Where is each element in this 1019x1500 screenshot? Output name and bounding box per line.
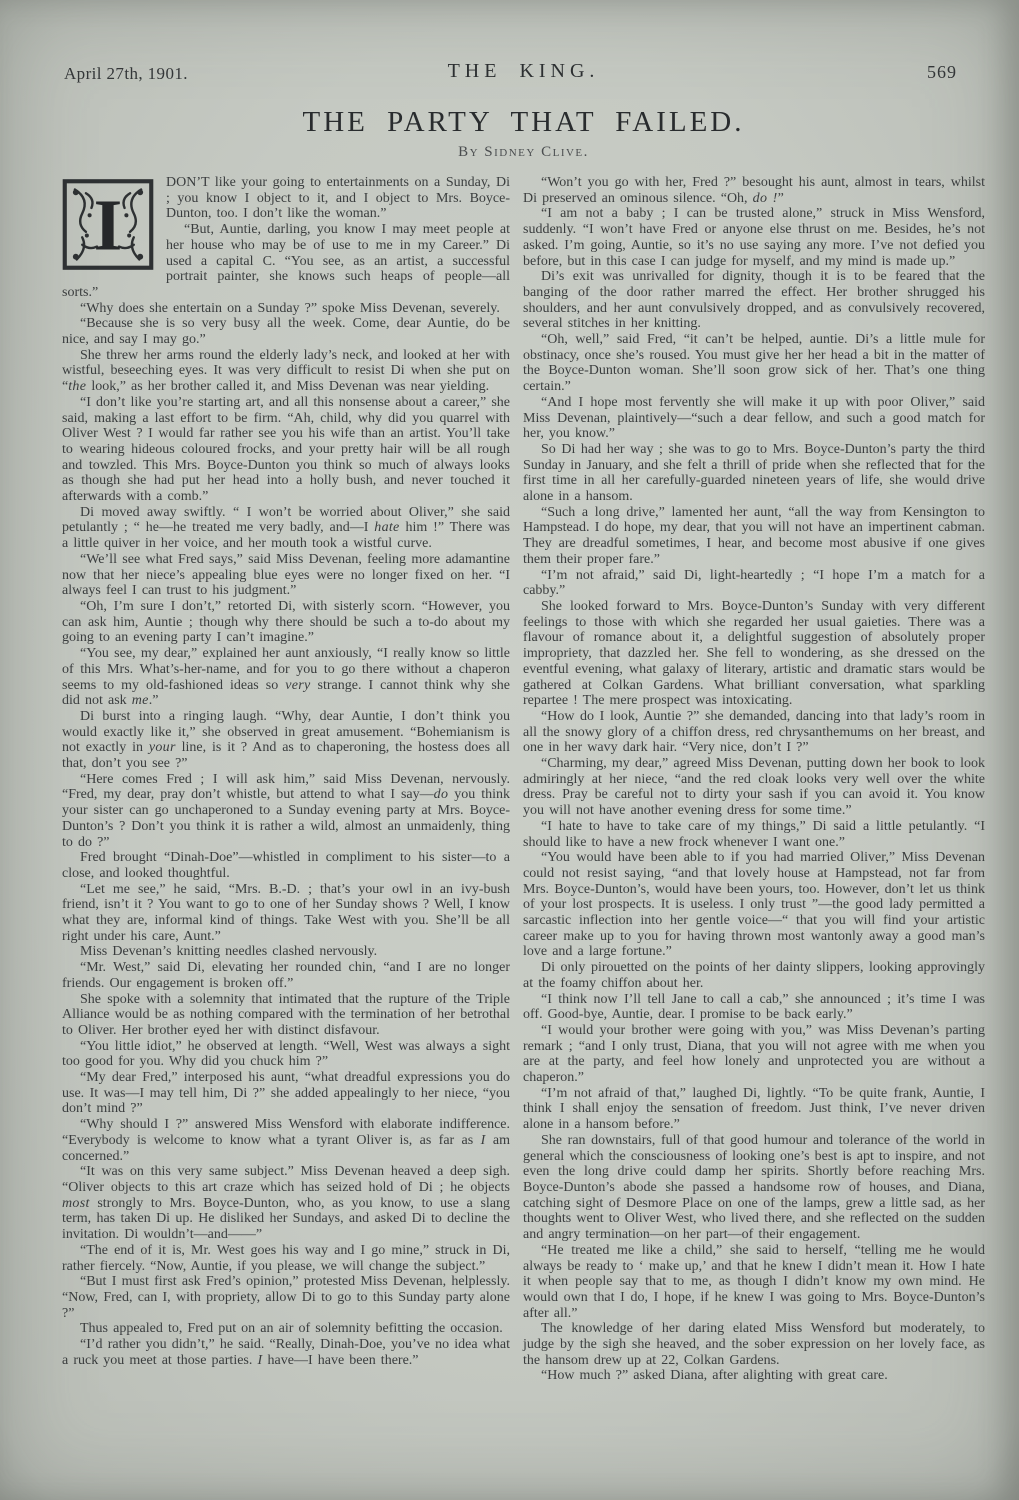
paragraph: “You would have been able to if you had married Oliver,” Miss Devenan could not resist saying, “and that lovely house at Hampstead, not far from Mrs. Boyce-Dunton’s, would have been yours, too. However, don’t let us think of your lost prospects. It is useless. I only trust ”—the good lady permitted a sarcastic inflection into her gentle voice—“ that you will find your artistic career make up to you for having thrown most wantonly away a good man’s love and a large fortune.” (523, 850, 985, 960)
paragraph: “Oh, I’m sure I don’t,” retorted Di, with sisterly scorn. “However, you can ask him, Auntie ; though why there should be such a to-do about my going to an evening party I can’t imagine.” (62, 598, 510, 646)
article-body (62, 175, 985, 1384)
paragraph: Fred brought “Dinah-Doe”—whistled in compliment to his sister—to a close, and looked thoughtful. (62, 850, 510, 881)
paragraph: Thus appealed to, Fred put on an air of solemnity befitting the occasion. (80, 1321, 503, 1337)
page-header (62, 58, 985, 88)
paragraph: Miss Devenan’s knitting needles clashed nervously. (80, 944, 378, 960)
paragraph: “You little idiot,” he observed at length. “Well, West was always a sight too good for you. Why did you chuck him ?” (62, 1038, 510, 1070)
paragraph: She spoke with a solemnity that intimated that the rupture of the Triple Alliance would be as nothing compared with the termination of her betrothal to Oliver. Her brother eyed her with distinct disfavour. (62, 991, 510, 1038)
paragraph: Di’s exit was unrivalled for dignity, though it is to be feared that the banging of the door rather marred the effect. Her brother shrugged his shoulders, and her aunt convulsively dropped, and as convulsively recovered, several stitches in her knitting. (523, 269, 985, 332)
paragraph: She looked forward to Mrs. Boyce-Dunton’s Sunday with very different feelings to those with which she regarded her usual gaieties. There was a flavour of romance about it, a delightful suggestion of absolutely proper impropriety, that dazzled her. She fell to wondering, as she dressed on the eventful evening, what galaxy of literary, artistic and dramatic stars would be gathered at Colkan Gardens. What brilliant conversation, what sparkling repartee ! The mere prospect was intoxicating. (523, 598, 985, 709)
paragraph: Di only pirouetted on the points of her dainty slippers, looking approvingly at the foamy chiffon about her. (523, 960, 985, 991)
paragraph: “But, Auntie, darling, you know I may meet people at her house who may be of use to me in my Career.” Di used a capital C. “You see, as an artist, a successful portrait painter, she knows such heaps of people—all sorts.” (62, 222, 510, 300)
paragraph: “I’d rather you didn’t,” he said. “Really, Dinah-Doe, you’ve no idea what a ruck you meet at those parties. I have—I have been there.” (62, 1337, 510, 1368)
paragraph: “Because she is so very busy all the week. Come, dear Auntie, do be nice, and say I may go.” (62, 316, 510, 348)
paragraph: So Di had her way ; she was to go to Mrs. Boyce-Dunton’s party the third Sunday in January, and she felt a thrill of pride when she reflected that for the first time in all her carefully-guarded nineteen years of life, she would drive alone in a hansom. (523, 441, 985, 505)
paragraph: “Let me see,” he said, “Mrs. B.-D. ; that’s your owl in an ivy-bush friend, isn’t it ? You want to go to one of her Sunday shows ? Well, I know what they are, informal kind of things. Take West with you. She’ll be all right under his care, Aunt.” (62, 881, 510, 944)
paragraph: “Won’t you go with her, Fred ?” besought his aunt, almost in tears, whilst Di preserved an ominous silence. “Oh, do !” (523, 175, 985, 206)
article-title: THE PARTY THAT FAILED. (302, 106, 745, 138)
paragraph: “Why does she entertain on a Sunday ?” spoke Miss Devenan, severely. (80, 300, 500, 316)
paragraph: “I’m not afraid,” said Di, light-heartedly ; “I hope I’m a match for a cabby.” (523, 567, 985, 599)
paragraph: “I’m not afraid of that,” laughed Di, lightly. “To be quite frank, Auntie, I think I shall enjoy the sensation of freedom. Just think, I’ve never driven alone in a hansom before.” (523, 1085, 985, 1133)
paragraph: “I don’t like you’re starting art, and all this nonsense about a career,” she said, making a last effort to be firm. “Ah, child, why did you quarrel with Oliver West ? I would far rather see you his wife than an artist. You’ll take to wearing hideous coloured frocks, and your pretty hair will be all rough and towzled. This Mrs. Boyce-Dunton you think so much of always looks as though she had put her head into a holly bush, and never touched it afterwards with a comb.” (62, 394, 510, 505)
paragraph: “We’ll see what Fred says,” said Miss Devenan, feeling more adamantine now that her niece’s appealing blue eyes were no longer fixed on her. “I always feel I can trust to his judgment.” (62, 551, 510, 599)
paragraph: She threw her arms round the elderly lady’s neck, and looked at her with wistful, beseeching eyes. It was very difficult to resist Di when she put on “the look,” as her brother called it, and Miss Devenan was near yielding. (62, 347, 510, 395)
issue-date: April 27th, 1901. (64, 64, 188, 83)
paragraph: “Mr. West,” said Di, elevating her rounded chin, “and I are no longer friends. Our engagement is broken off.” (62, 960, 510, 991)
paragraph: “How do I look, Auntie ?” she demanded, dancing into that lady’s room in all the snowy glory of a chiffon dress, red chrysanthemums on her breast, and one in her wavy dark hair. “Very nice, don’t I ?” (523, 708, 985, 756)
paragraph: “But I must first ask Fred’s opinion,” protested Miss Devenan, helplessly. “Now, Fred, can I, with propriety, allow Di to go to this Sunday party alone ?” (62, 1274, 510, 1321)
paragraph: Di burst into a ringing laugh. “Why, dear Auntie, I don’t think you would exactly like it,” she observed in great amusement. “Bohemianism is not exactly in your line, is it ? And as to chaperoning, the hostess does all that, don’t you see ?” (62, 708, 510, 772)
paragraph: “I hate to have to take care of my things,” Di said a little petulantly. “I should like to have a new frock whenever I want one.” (523, 818, 985, 850)
left-column (62, 175, 510, 1384)
paragraph: “You see, my dear,” explained her aunt anxiously, “I really know so little of this Mrs. What’s-her-name, and for you to go there without a chaperon seems to my old-fashioned ideas so very strange. I cannot think why she did not ask me.” (62, 646, 510, 709)
paragraph: “I think now I’ll tell Jane to call a cab,” she announced ; it’s time I was off. Good-bye, Auntie, dear. I promise to be back early.” (523, 991, 985, 1023)
paragraph: “The end of it is, Mr. West goes his way and I go mine,” struck in Di, rather fiercely. “Now, Auntie, if you please, we will change the subject.” (62, 1242, 510, 1274)
paragraph: “Charming, my dear,” agreed Miss Devenan, putting down her book to look admiringly at her niece, “and the red cloak looks very well over the white dress. Pray be careful not to dirty your sash if you can avoid it. You know you will not have another evening dress for some time.” (523, 756, 985, 819)
paragraph: “Such a long drive,” lamented her aunt, “all the way from Kensington to Hampstead. I do hope, my dear, that you will not have an impertinent cabman. They are dreadful sometimes, I hear, and become most abusive if one gives them their proper fare.” (523, 504, 985, 567)
paragraph: “And I hope most fervently she will make it up with poor Oliver,” said Miss Devenan, plaintively—“such a dear fellow, and such a good match for her, you know.” (523, 394, 985, 442)
paragraph: She ran downstairs, full of that good humour and tolerance of the world in general which the consciousness of looking one’s best is apt to inspire, and not even the long drive could damp her spirits. Shortly before reaching Mrs. Boyce-Dunton’s abode she passed a handsome row of houses, and Diana, catching sight of Desmore Place on one of the lamps, grew a little sad, as her thoughts went to Oliver West, who lived there, and she reflected on the sudden and angry termination—on her part—of their engagement. (523, 1132, 985, 1243)
drop-cap (62, 177, 154, 272)
paragraph: DON’T like your going to entertainments on a Sunday, Di ; you know I object to it, and I object to Mrs. Boyce-Dunton, too. I don’t like the woman.” (166, 175, 510, 222)
paragraph: “It was on this very same subject.” Miss Devenan heaved a deep sigh. “Oliver objects to this art craze which has seized hold of Di ; he objects most strongly to Mrs. Boyce-Dunton, who, as you know, to use a slang term, has taken Di up. He disliked her Sundays, and asked Di to decline the invitation. Di wouldn’t—and——” (62, 1164, 510, 1243)
page-number: 569 (927, 62, 957, 82)
paragraph: “How much ?” asked Diana, after alighting with great care. (541, 1368, 888, 1384)
paragraph: “Here comes Fred ; I will ask him,” said Miss Devenan, nervously. “Fred, my dear, pray don’t whistle, but attend to what I say—do you think your sister can go unchaperoned to a Sunday evening party at Mrs. Boyce-Dunton’s ? Don’t you think it is rather a wild, almost an unmaidenly, thing to do ?” (62, 771, 510, 850)
paragraph: “Why should I ?” answered Miss Wensford with elaborate indifference. “Everybody is welcome to know what a tyrant Oliver is, as far as I am concerned.” (62, 1117, 510, 1164)
paragraph: Di moved away swiftly. “ I won’t be worried about Oliver,” she said petulantly ; “ he—he treated me very badly, and—I hate him !” There was a little quiver in her voice, and her mouth took a wistful curve. (62, 504, 510, 552)
paragraph: The knowledge of her daring elated Miss Wensford but moderately, to judge by the sigh she heaved, and the sober expression on her lovely face, as the hansom drew up at 22, Colkan Gardens. (523, 1321, 985, 1368)
paragraph: “I am not a baby ; I can be trusted alone,” struck in Miss Wensford, suddenly. “I won’t have Fred or anyone else thrust on me. Besides, he’s not asked. I’m going, Auntie, so it’s no use saying any more. I’ve not defied you before, but in this case I can judge for myself, and my mind is made up.” (523, 206, 985, 269)
drop-cap-letter: I (93, 183, 123, 266)
right-column (523, 175, 985, 1384)
paragraph: “My dear Fred,” interposed his aunt, “what dreadful expressions you do use. It was—I may tell him, Di ?” she added appealingly to her niece, “you don’t mind ?” (62, 1070, 510, 1117)
masthead: THE KING. (447, 60, 600, 82)
article-byline: By Sidney Clive. (458, 144, 589, 160)
paragraph: “He treated me like a child,” she said to herself, “telling me he would always be ready to ‘ make up,’ and that he knew I didn’t mean it. How I hate it when people say that to me, as though I didn’t know my own mind. He would own that I do, I hope, if he knew I was going to Mrs. Boyce-Dunton’s after all.” (523, 1242, 985, 1321)
paragraph: “Oh, well,” said Fred, “it can’t be helped, auntie. Di’s a little mule for obstinacy, once she’s roused. You must give her her head a bit in the matter of the Boyce-Dunton woman. She’ll soon grow sick of her. That’s one thing certain.” (523, 332, 985, 395)
drop-cap-ornament-icon (62, 177, 154, 272)
paragraph: “I would your brother were going with you,” was Miss Devenan’s parting remark ; “and I only trust, Diana, that you will not agree with me when you are at the party, and feel how lonely and unprotected you are without a chaperon.” (523, 1022, 985, 1086)
